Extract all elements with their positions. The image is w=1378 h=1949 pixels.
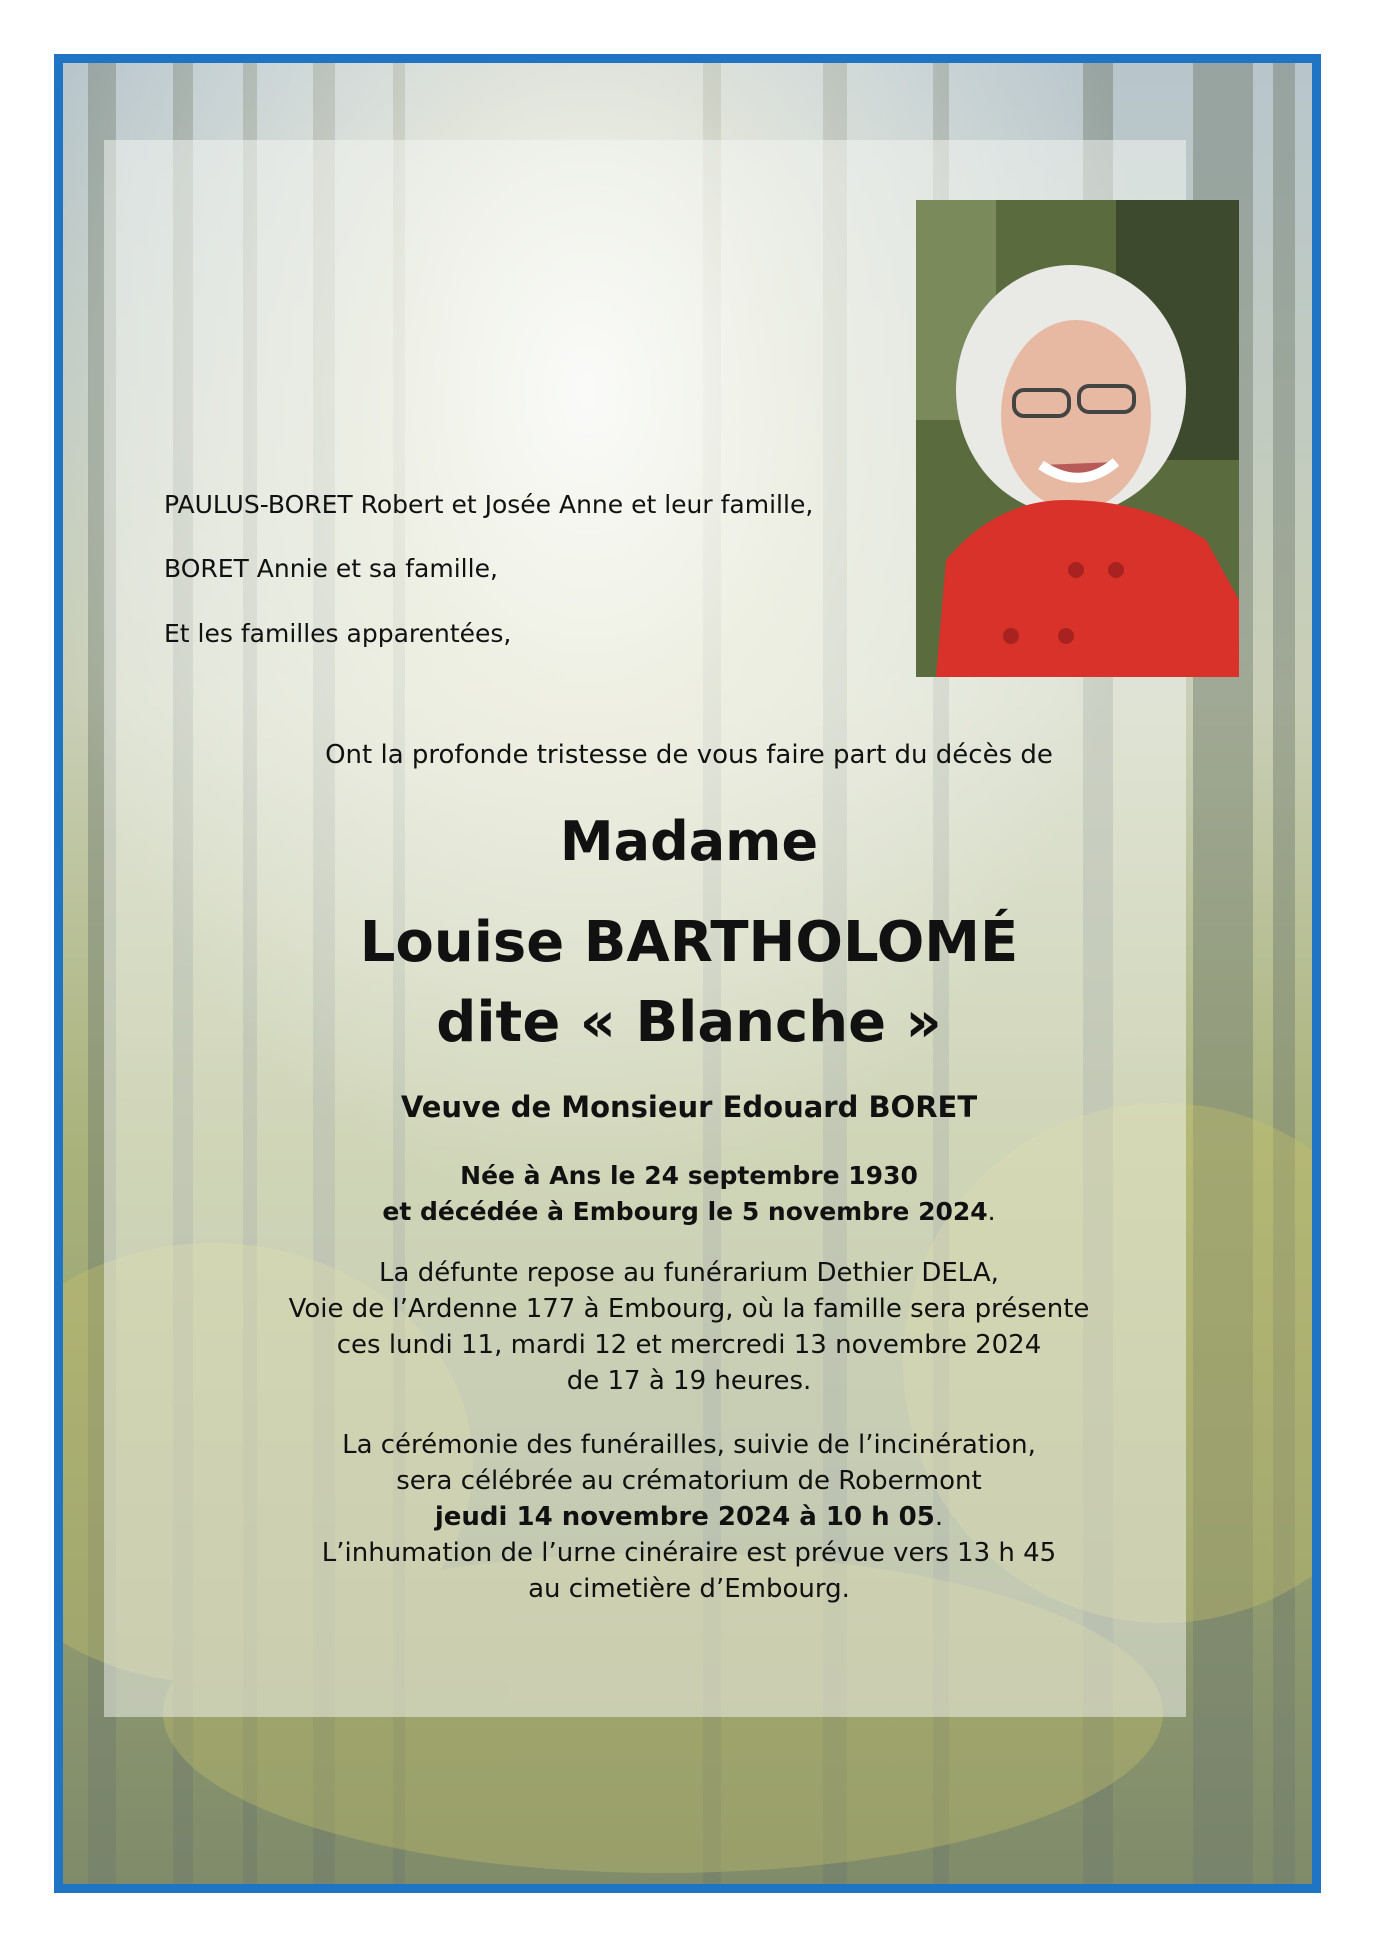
portrait-photo	[916, 200, 1239, 677]
deceased-nickname: dite « Blanche »	[436, 990, 942, 1055]
funerarium-line: La défunte repose au funérarium Dethier DELA,	[379, 1258, 999, 1288]
family-line-3: Et les familles apparentées,	[164, 619, 512, 648]
death-text: et décédée à Embourg le 5 novembre 2024	[382, 1197, 988, 1226]
family-line-1: PAULUS-BORET Robert et Josée Anne et leur famille,	[164, 490, 814, 519]
birth-line: Née à Ans le 24 septembre 1930	[460, 1161, 918, 1190]
ceremony-line: au cimetière d’Embourg.	[528, 1574, 850, 1604]
ceremony-date-line	[0, 1499, 1378, 1535]
death-line	[0, 1194, 1378, 1230]
death-period: .	[987, 1197, 996, 1226]
ceremony-line: L’inhumation de l’urne cinéraire est prévue vers 13 h 45	[321, 1538, 1057, 1568]
funerarium-line: ces lundi 11, mardi 12 et mercredi 13 novembre 2024	[336, 1330, 1042, 1360]
widow-of: Veuve de Monsieur Edouard BORET	[400, 1090, 978, 1124]
announcement-intro: Ont la profonde tristesse de vous faire part du décès de	[325, 740, 1053, 770]
ceremony-date: jeudi 14 novembre 2024 à 10 h 05	[434, 1502, 935, 1532]
funerarium-line: de 17 à 19 heures.	[566, 1366, 812, 1396]
funerarium-info	[0, 1255, 1378, 1399]
ceremony-line: sera célébrée au crématorium de Robermont	[396, 1466, 982, 1496]
title-madame: Madame	[559, 810, 819, 873]
ceremony-date-period: .	[934, 1502, 944, 1532]
funerarium-line: Voie de l’Ardenne 177 à Embourg, où la famille sera présente	[288, 1294, 1090, 1324]
ceremony-line: La cérémonie des funérailles, suivie de l’incinération,	[342, 1430, 1036, 1460]
ceremony-info	[0, 1427, 1378, 1607]
deceased-name: Louise BARTHOLOMÉ	[359, 910, 1019, 975]
family-line-2: BORET Annie et sa famille,	[164, 554, 498, 583]
birth-death-dates	[0, 1158, 1378, 1230]
